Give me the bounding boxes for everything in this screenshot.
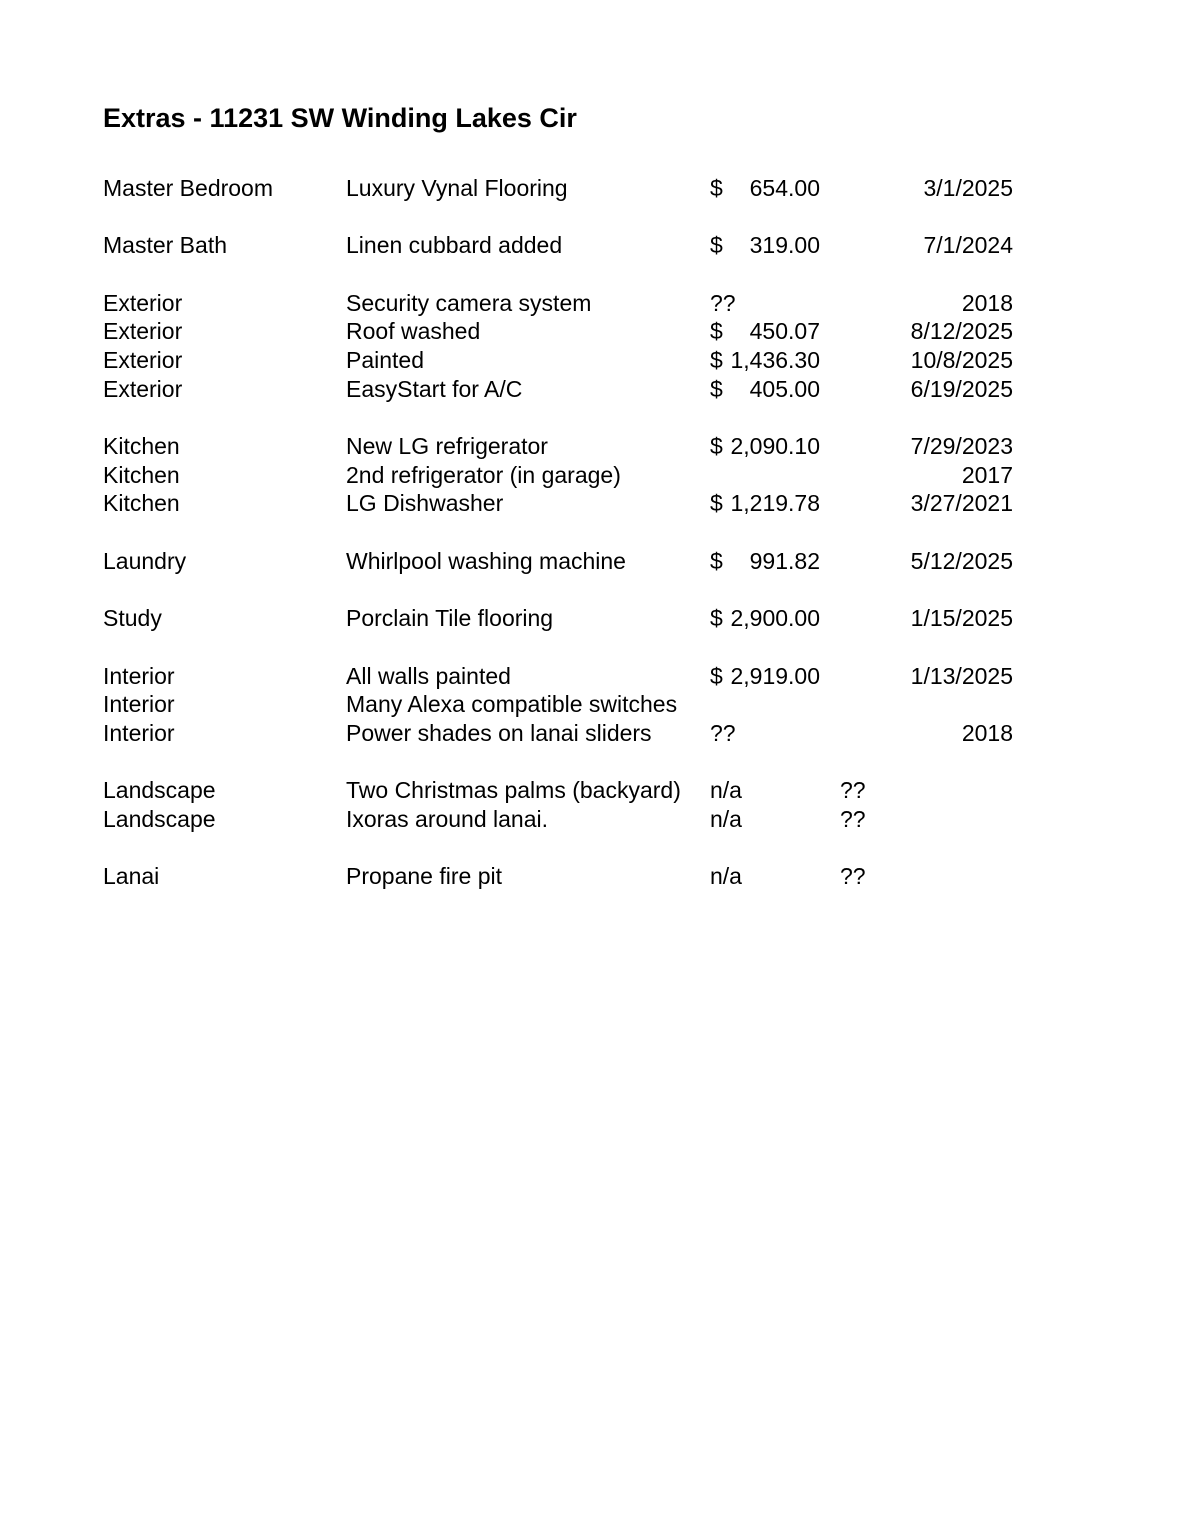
cost-symbol: $ [710, 232, 723, 259]
location-cell: Landscape [103, 805, 216, 832]
cost-cell [710, 435, 840, 458]
table-row [103, 719, 1013, 748]
description-cell: Ixoras around lanai. [346, 805, 549, 832]
cost-amount: 450.07 [749, 318, 820, 345]
note-cell: ?? [840, 777, 866, 804]
description-cell: Whirlpool washing machine [346, 547, 626, 574]
location-cell: Exterior [103, 318, 183, 345]
cost-cell [710, 662, 840, 689]
cost-symbol: $ [710, 375, 723, 402]
description-cell: EasyStart for A/C [346, 375, 523, 402]
date-cell: 7/1/2024 [923, 232, 1013, 259]
cost-symbol: $ [710, 605, 723, 632]
table-row [103, 317, 1013, 346]
description-cell: Many Alexa compatible switches [346, 691, 678, 718]
location-cell: Laundry [103, 547, 187, 574]
table-row [103, 518, 1013, 547]
description-cell: New LG refrigerator [346, 433, 548, 460]
cost-symbol: $ [710, 547, 723, 574]
description-cell: Two Christmas palms (backyard) [346, 777, 681, 804]
cost-symbol: n/a [710, 863, 742, 890]
table-row [103, 748, 1013, 777]
table-row [103, 633, 1013, 662]
table-row [103, 346, 1013, 375]
location-cell: Master Bath [103, 232, 227, 259]
cost-cell [710, 492, 840, 515]
date-cell: 8/12/2025 [910, 318, 1013, 345]
location-cell: Exterior [103, 346, 183, 373]
table-row [103, 375, 1013, 404]
cost-cell [710, 805, 840, 832]
cost-cell [710, 289, 840, 316]
table-row [103, 404, 1013, 433]
cost-symbol: $ [710, 318, 723, 345]
location-cell: Lanai [103, 863, 160, 890]
cost-symbol: $ [710, 346, 723, 373]
page-title: Extras - 11231 SW Winding Lakes Cir [103, 103, 577, 133]
cost-amount: 1,436.30 [730, 346, 820, 373]
cost-cell [710, 320, 840, 343]
cost-amount: 2,900.00 [730, 605, 820, 632]
location-cell: Exterior [103, 375, 183, 402]
location-cell: Study [103, 605, 162, 632]
table-row [103, 805, 1013, 834]
table-row [103, 461, 1013, 490]
cost-cell [710, 234, 840, 257]
cost-amount: 405.00 [749, 375, 820, 402]
table-row [103, 260, 1013, 289]
cost-cell [710, 174, 840, 201]
cost-amount: 654.00 [749, 174, 820, 201]
cost-cell [710, 719, 840, 746]
note-cell: ?? [840, 863, 866, 890]
date-cell: 5/12/2025 [910, 547, 1013, 574]
location-cell: Landscape [103, 777, 216, 804]
cost-symbol: ?? [710, 289, 736, 316]
description-cell: Power shades on lanai sliders [346, 719, 652, 746]
table-row [103, 174, 1013, 203]
table-row [103, 863, 1013, 892]
cost-cell [710, 779, 840, 802]
cost-amount: 2,090.10 [730, 433, 820, 460]
cost-symbol: $ [710, 174, 723, 201]
table-row [103, 662, 1013, 691]
description-cell: All walls painted [346, 662, 511, 689]
location-cell: Master Bedroom [103, 174, 274, 201]
cost-cell [710, 607, 840, 630]
cost-amount: 1,219.78 [730, 490, 820, 517]
table-row [103, 547, 1013, 576]
description-cell: Linen cubbard added [346, 232, 563, 259]
description-cell: Porclain Tile flooring [346, 605, 554, 632]
cost-symbol: n/a [710, 805, 742, 832]
table-row [103, 834, 1013, 863]
cost-cell [710, 375, 840, 402]
description-cell: Painted [346, 346, 425, 373]
location-cell: Interior [103, 719, 175, 746]
cost-amount: 2,919.00 [730, 662, 820, 689]
date-cell: 2018 [961, 719, 1013, 746]
location-cell: Exterior [103, 289, 183, 316]
cost-cell [710, 346, 840, 373]
cost-symbol: $ [710, 490, 723, 517]
location-cell: Interior [103, 662, 175, 689]
table-row [103, 490, 1013, 519]
date-cell: 2017 [961, 461, 1013, 488]
date-cell: 6/19/2025 [910, 375, 1013, 402]
description-cell: Security camera system [346, 289, 592, 316]
description-cell: Roof washed [346, 318, 481, 345]
cost-cell [710, 547, 840, 574]
location-cell: Kitchen [103, 433, 180, 460]
description-cell: Propane fire pit [346, 863, 502, 890]
table-row [103, 576, 1013, 605]
location-cell: Kitchen [103, 490, 180, 517]
description-cell: 2nd refrigerator (in garage) [346, 461, 621, 488]
date-cell: 10/8/2025 [910, 346, 1013, 373]
date-cell: 2018 [961, 289, 1013, 316]
extras-table [103, 174, 1013, 891]
date-cell: 3/1/2025 [923, 174, 1013, 201]
cost-cell [710, 865, 840, 888]
table-row [103, 203, 1013, 232]
table-row [103, 432, 1013, 461]
table-row [103, 231, 1013, 260]
table-row [103, 289, 1013, 318]
table-row [103, 604, 1013, 633]
cost-symbol: ?? [710, 719, 736, 746]
description-cell: LG Dishwasher [346, 490, 504, 517]
date-cell: 7/29/2023 [910, 433, 1013, 460]
table-row [103, 690, 1013, 719]
date-cell: 1/13/2025 [910, 662, 1013, 689]
note-cell: ?? [840, 805, 866, 832]
location-cell: Interior [103, 691, 175, 718]
cost-symbol: $ [710, 662, 723, 689]
cost-amount: 319.00 [749, 232, 820, 259]
location-cell: Kitchen [103, 461, 180, 488]
cost-symbol: n/a [710, 777, 742, 804]
date-cell: 1/15/2025 [910, 605, 1013, 632]
description-cell: Luxury Vynal Flooring [346, 174, 568, 201]
table-row [103, 776, 1013, 805]
cost-amount: 991.82 [749, 547, 820, 574]
cost-symbol: $ [710, 433, 723, 460]
date-cell: 3/27/2021 [910, 490, 1013, 517]
